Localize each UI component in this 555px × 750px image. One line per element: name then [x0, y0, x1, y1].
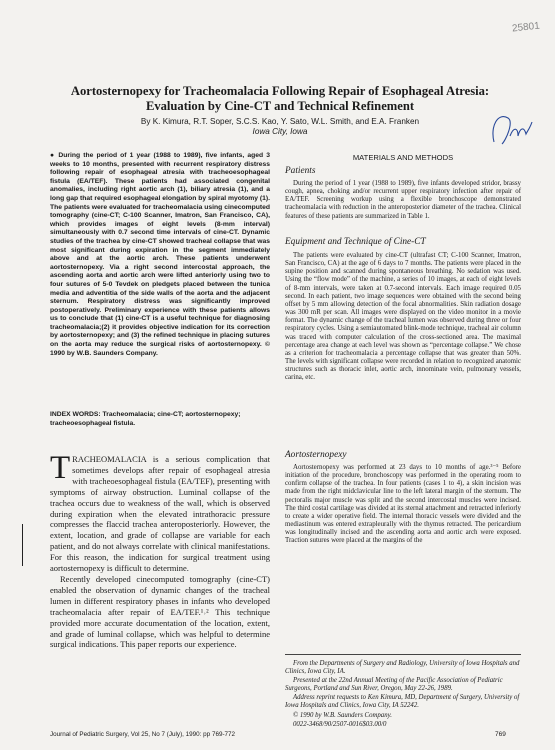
patients-paragraph: During the period of 1 year (1988 to 1989), five infants developed stridor, brassy cough, apnea, choking and/or recurrent upper respiratory infection after repair of EA/TEF. Screening workup using a flexible bronchoscope demonstrated tracheomalacia with reduction in the anteroposterior diameter of the trachea. Clinical features of these patients are summarized in Table 1. [285, 180, 521, 220]
subheading-aortosternopexy: Aortosternopexy [285, 450, 347, 460]
footnote-copyright: © 1990 by W.B. Saunders Company. [293, 711, 392, 719]
intro-paragraph-2: Recently developed cinecomputed tomography (cine-CT) enabled the observation of dynamic changes of the tracheal lumen in different respiratory phases in infants who developed tracheomalacia after repair of EA/TEF.¹˒² This technique provided more accurate documentation of the location, extent, and grade of luminal collapse, which was helpful to determine surgical indications. This paper reports our experience. [50, 573, 270, 650]
aortosternopexy-paragraph: Aortosternopexy was performed at 23 days to 10 months of age.³⁻⁵ Before initiation of the procedure, bronchoscopy was performed in the operating room to confirm collapse of the trachea. In four patients (cases 1 to 4), a skin incision was made from the right midclavicular line to the left lateral margin of the sternum. The pectoralis major muscle was split and the second intercostal muscles were incised. The third costal cartilage was divided at its sternal attachment and retracted inferiorly to create a wider operative field. The internal thoracic vessels were divided and the mediastinum was entered extrapleurally with the thymus retracted. The pericardium was longitudinally incised and the ascending aorta and aortic arch were exposed. Traction sutures were placed at the margins of the [285, 464, 521, 545]
index-words: INDEX WORDS: Tracheomalacia; cine-CT; aortosternopexy; tracheoesophageal fistula. [50, 411, 241, 427]
footnotes [285, 660, 521, 730]
handwritten-signature [488, 106, 536, 150]
catalog-stamp: 25801 [511, 20, 541, 35]
footnote-departments: From the Departments of Surgery and Radiology, University of Iowa Hospitals and Clinics, Iowa City, IA. [285, 660, 520, 676]
author-line: By K. Kimura, R.T. Soper, S.C.S. Kao, Y. Sato, W.L. Smith, and E.A. Franken [140, 117, 420, 126]
introduction [50, 450, 270, 650]
subheading-patients: Patients [285, 166, 316, 176]
footnote-presented: Presented at the 22nd Annual Meeting of the Pacific Association of Pediatric Surgeons, Portland and Sun River, Oregon, May 22-26, 1989. [285, 677, 503, 693]
drop-cap: T [50, 450, 71, 486]
margin-mark [22, 524, 23, 566]
page-number: 769 [495, 731, 506, 738]
equipment-paragraph: The patients were evaluated by cine-CT (ultrafast CT; C-100 Scanner, Imatron, San Francisco, CA) at the age of 6 days to 7 months. The patients were placed in the supine position and scanned during spontaneous breathing. No sedation was used. Using the “flow mode” of the machine, a series of 10 images, at each of eight levels of 8-mm intervals, were taken at 0.7-second intervals. Each image required 0.05 second. In each patient, two image sequences were obtained with the second being offset by 5 mm allowing detection of the focal abnormalities. Skin radiation dosage was 300 mR per scan. All images were displayed on the video monitor in a movie format. The dynamic change of the tracheal lumen was observed during three or four respiratory cycles. Using a semiautomated blink-mode technique, tracheal air column was traced with computer calculation of the cross-sectioned area. The maximal percentage area change at each level was shown as “percentage collapse.” We chose as a criterion for tracheomalacia a percentage collapse that was greater than 50%. The levels with significant collapse were recorded in relation to recognized anatomic structures such as thoracic inlet, aortic arch, innominate vein, pulmonary vessels, carina, etc. [285, 252, 521, 382]
footnote-code: 0022-3468/90/2507-0016$03.00/0 [293, 720, 387, 728]
article-title: Aortosternopexy for Tracheomalacia Following Repair of Esophageal Atresia: Evaluation by Cine-CT and Technical Refinement [70, 84, 490, 113]
section-heading-methods: MATERIALS AND METHODS [352, 153, 454, 162]
footnote-rule [285, 654, 521, 655]
subheading-equipment: Equipment and Technique of Cine-CT [285, 237, 426, 247]
footnote-reprint: Address reprint requests to Ken Kimura, MD, Department of Surgery, University of Iowa Hospitals and Clinics, Iowa City, IA 52242. [285, 694, 520, 710]
intro-paragraph-1: RACHEOMALACIA is a serious complication that sometimes develops after repair of esophageal atresia with tracheoesophageal fistula (EA/TEF), presenting with symptoms of airway obstruction. Luminal collapse of the trachea occurs due to weakness of the wall, which is observed during expiration when the elevated intrathoracic pressure compresses the flaccid trachea anteroposteriorly. However, the extent, location, and grade of collapse are variable for each patient, and do not always correlate with clinical manifestations. For this reason, the indication for surgical treatment using aortosternopexy is difficult to determine. [50, 454, 270, 574]
abstract: ● During the period of 1 year (1988 to 1989), five infants, aged 3 weeks to 10 months, presented with recurrent respiratory distress following repair of esophageal atresia with tracheoesophageal fistula (EA/TEF). These patients had associated congenital anomalies, including right aortic arch (1), biliary atresia (1), and a long gap that required esophageal elongation by spiral myotomy (1). The patients were evaluated for tracheomalacia using cinecomputed tomography (cine-CT; C-100 Scanner, Imatron, San Francisco, CA), which provides images of eight levels (8-mm interval) simultaneously with 0.7 second time intervals of cine-CT. Dynamic studies of the trachea by cine-CT showed tracheal collapse that was most significant during expiration in the segment immediately above and at the aortic arch. These patients underwent aortosternopexy. Via a right second intercostal approach, the ascending aorta and aortic arch were lifted anteriorly using two to four sutures of 5-0 Tevdek on pledgets placed between the tunica media and adventitia of the side walls of the aorta and the adjacent sternum. Respiratory distress was significantly improved postoperatively. Preliminary experience with these patients allows us to conclude that (1) cine-CT is a useful technique for diagnosing tracheomalacia;(2) it provides objective indication for its correction by aortosternopexy; and (3) the refined technique in placing sutures on the aorta may reduce the surgical risks of aortosternopexy. © 1990 by W.B. Saunders Company. [50, 152, 270, 357]
affiliation: Iowa City, Iowa [252, 127, 308, 136]
journal-citation: Journal of Pediatric Surgery, Vol 25, No 7 (July), 1990: pp 769-772 [50, 731, 236, 738]
